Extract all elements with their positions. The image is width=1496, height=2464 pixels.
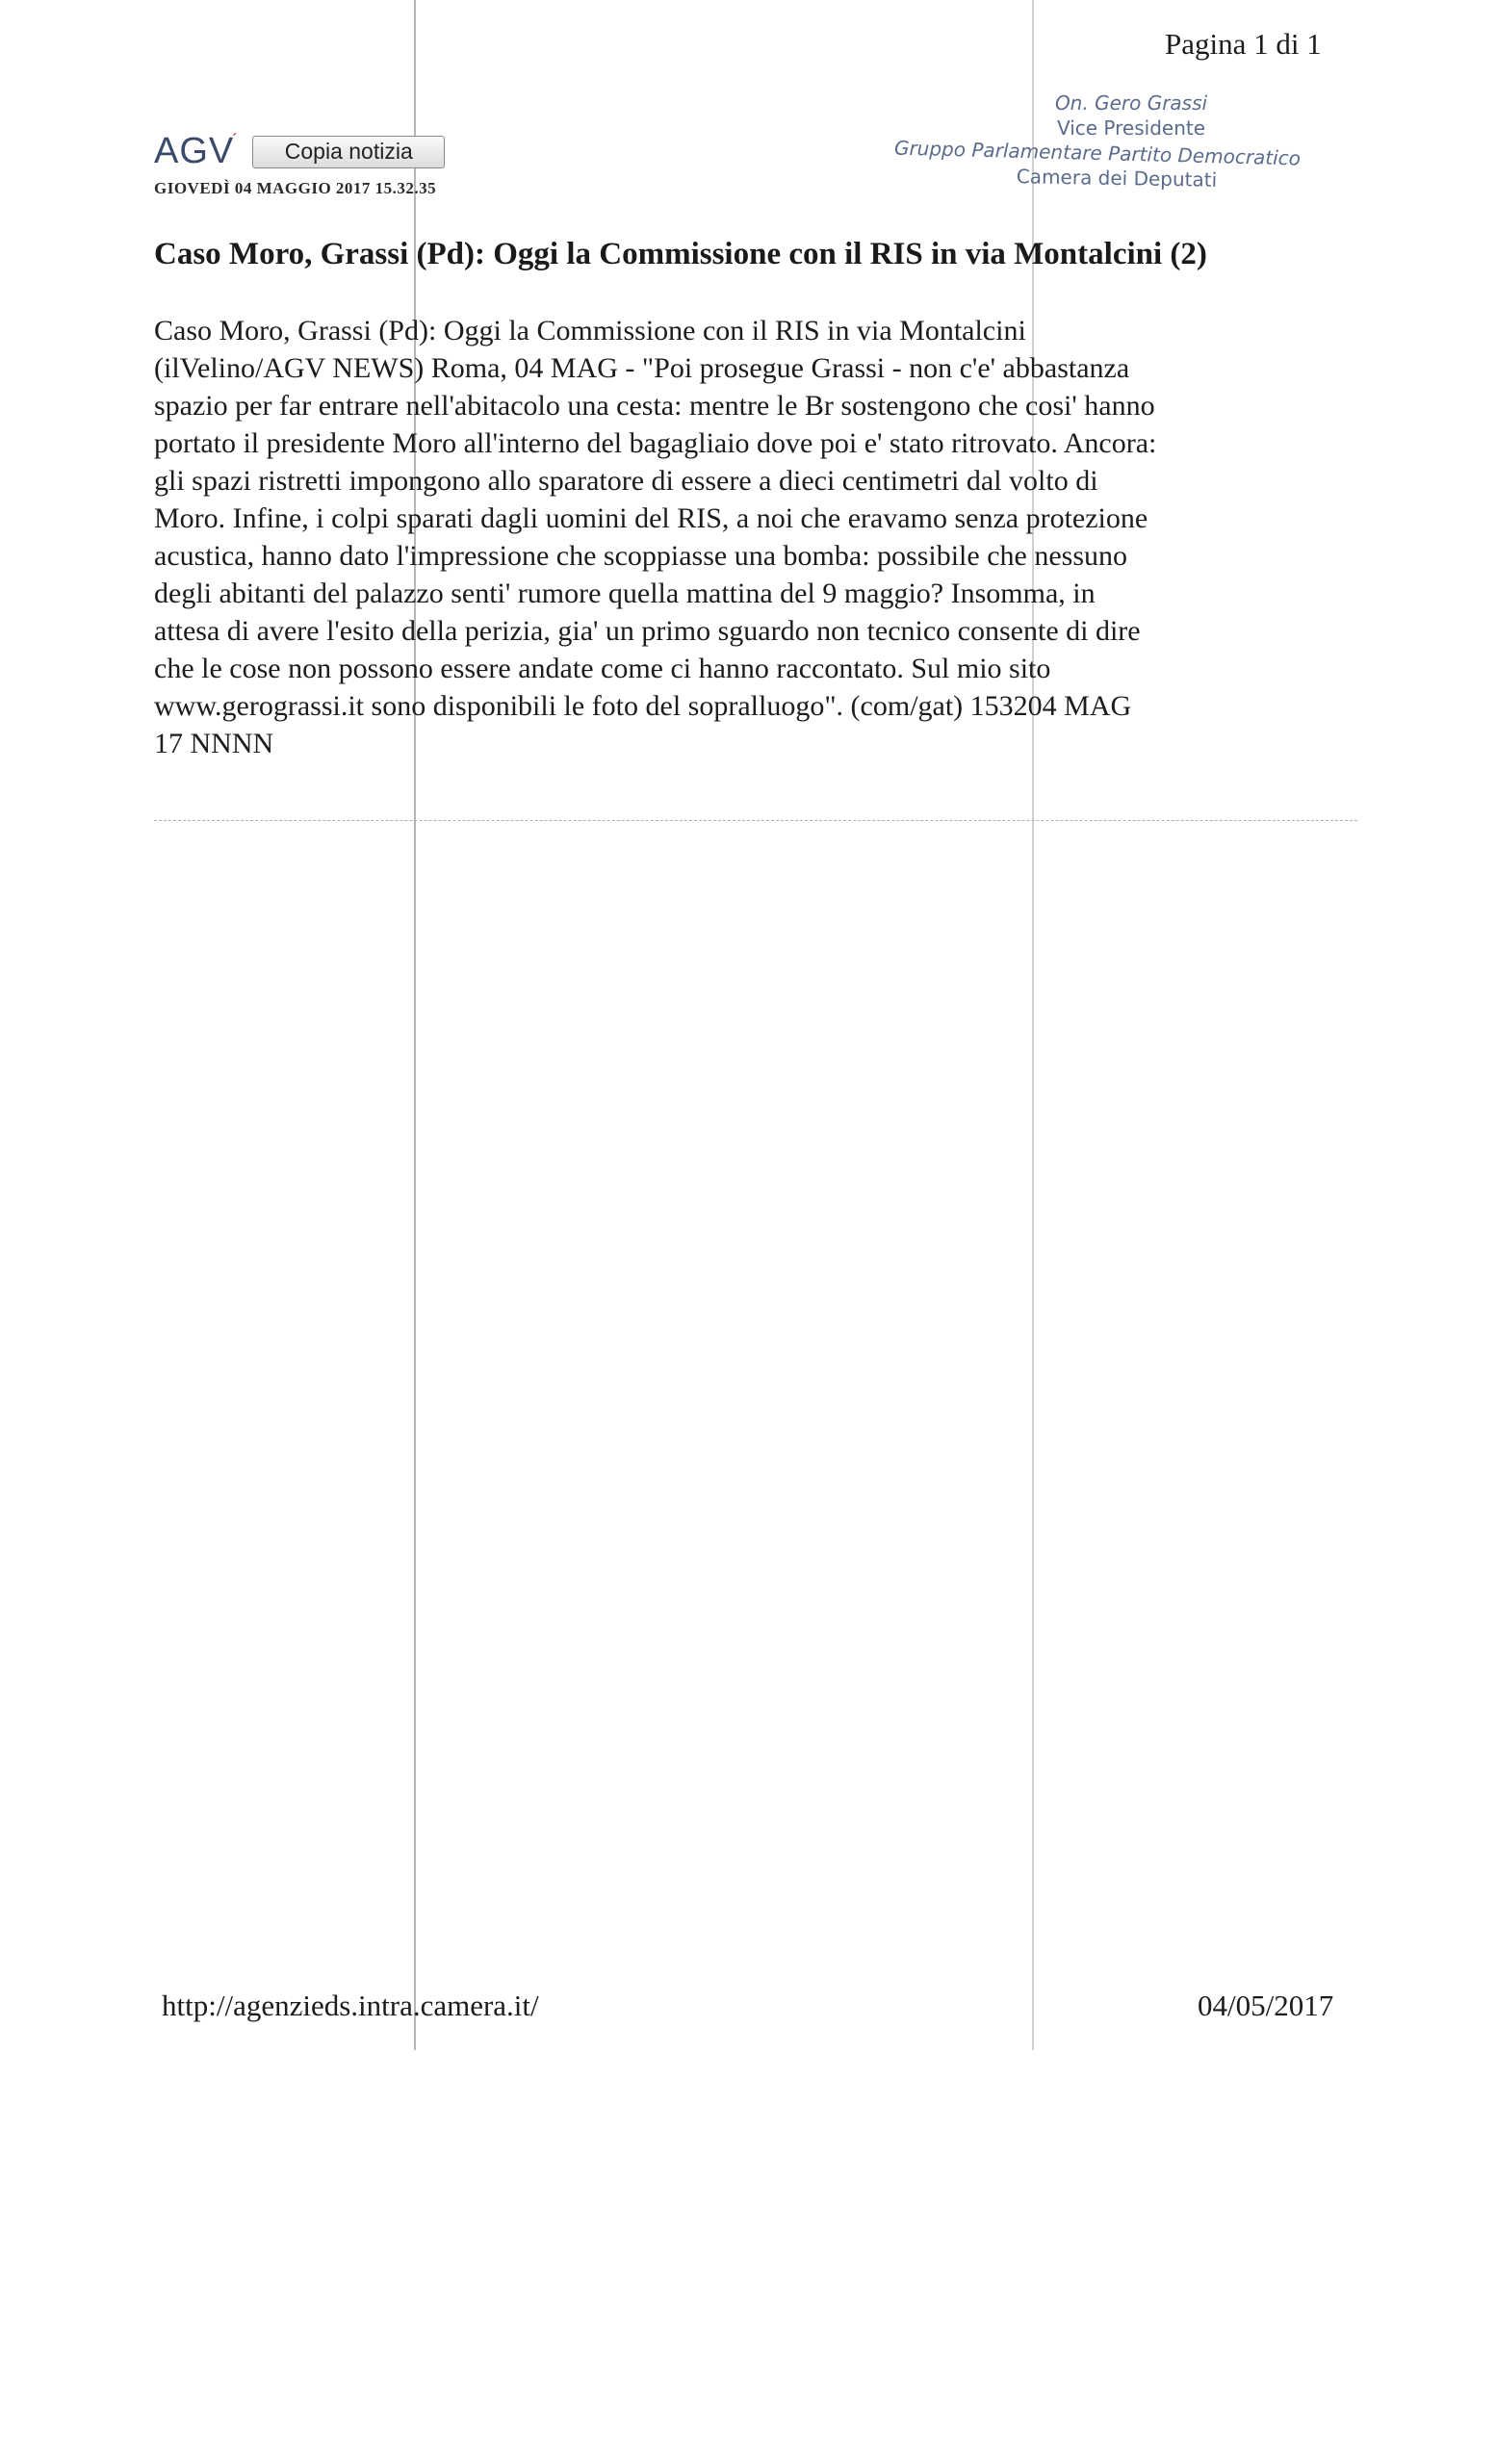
article-body bbox=[154, 312, 1357, 762]
agency-header bbox=[154, 131, 445, 172]
article-line: acustica, hanno dato l'impressione che scoppiasse una bomba: possibile che nessuno bbox=[154, 540, 1127, 572]
stamp-group: Gruppo Parlamentare Partito Democratico bbox=[893, 136, 1302, 170]
footer-url: http://agenzieds.intra.camera.it/ bbox=[162, 1989, 539, 2022]
article-line: attesa di avere l'esito della perizia, gia' un primo sguardo non tecnico consente di dire bbox=[154, 615, 1141, 647]
official-stamp bbox=[886, 90, 1309, 191]
scan-fold-line bbox=[414, 0, 416, 2050]
article-line: (ilVelino/AGV NEWS) Roma, 04 MAG - "Poi prosegue Grassi - non c'e' abbastanza bbox=[154, 352, 1130, 384]
article-line: Caso Moro, Grassi (Pd): Oggi la Commissione con il RIS in via Montalcini bbox=[154, 315, 1026, 346]
stamp-name: On. Gero Grassi bbox=[1054, 91, 1208, 115]
article-line: degli abitanti del palazzo senti' rumore quella mattina del 9 maggio? Insomma, in bbox=[154, 578, 1096, 609]
article-line: 17 NNNN bbox=[154, 728, 274, 759]
article-line: spazio per far entrare nell'abitacolo una cesta: mentre le Br sostengono che cosi' hanno bbox=[154, 390, 1155, 422]
article-line: gli spazi ristretti impongono allo sparatore di essere a dieci centimetri dal volto di bbox=[154, 465, 1098, 497]
blank-area bbox=[0, 2050, 1496, 2464]
dateline: GIOVEDÌ 04 MAGGIO 2017 15.32.35 bbox=[154, 179, 437, 197]
article-line: Moro. Infine, i colpi sparati dagli uomini del RIS, a noi che eravamo senza protezione bbox=[154, 502, 1148, 534]
article-line: portato il presidente Moro all'interno del bagagliaio dove poi e' stato ritrovato. Ancora: bbox=[154, 427, 1157, 459]
page-indicator: Pagina 1 di 1 bbox=[1165, 27, 1322, 61]
article-line: che le cose non possono essere andate come ci hanno raccontato. Sul mio sito bbox=[154, 653, 1051, 684]
footer-date: 04/05/2017 bbox=[1198, 1989, 1334, 2022]
copy-news-button[interactable]: Copia notizia bbox=[252, 136, 445, 168]
stamp-role: Vice Presidente bbox=[1056, 116, 1206, 140]
divider bbox=[154, 820, 1357, 821]
agv-logo: AGV´ bbox=[154, 131, 240, 171]
article-line: www.gerograssi.it sono disponibili le foto del sopralluogo". (com/gat) 153204 MAG bbox=[154, 690, 1132, 722]
stamp-chamber: Camera dei Deputati bbox=[1016, 165, 1218, 192]
scan-fold-line bbox=[1032, 0, 1034, 2050]
article-headline: Caso Moro, Grassi (Pd): Oggi la Commissione con il RIS in via Montalcini (2) bbox=[154, 237, 1207, 271]
